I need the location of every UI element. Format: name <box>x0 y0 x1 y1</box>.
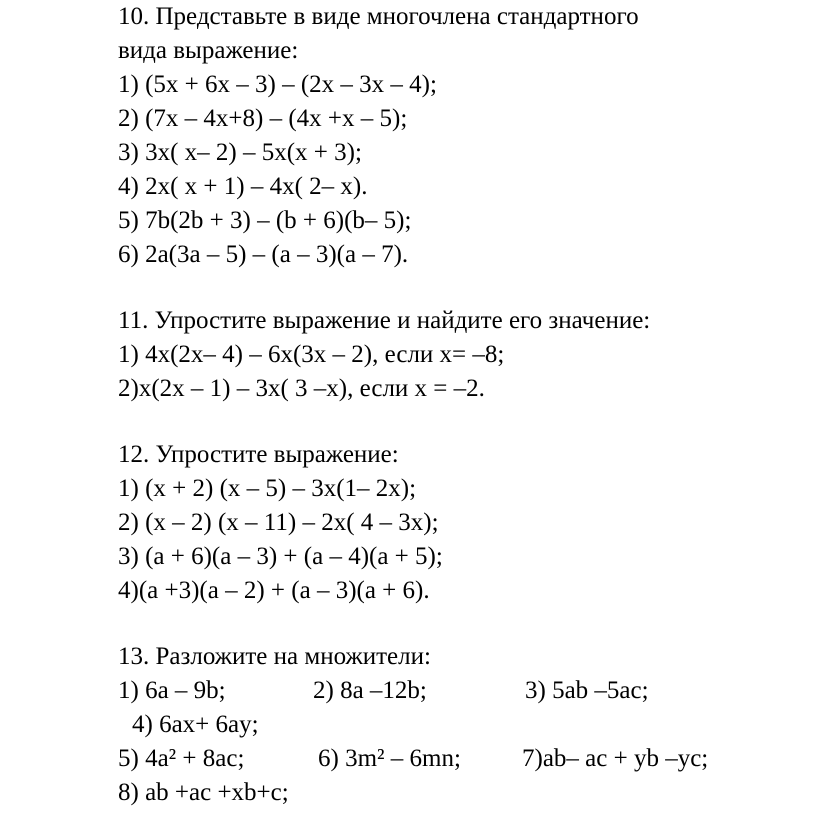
task-10-item-2: 2) (7x – 4x+8) – (4x +x – 5); <box>118 105 408 132</box>
task-11-item-1: 1) 4x(2x– 4) – 6x(3x – 2), если x= –8; <box>118 341 505 368</box>
worksheet <box>118 0 818 810</box>
task-13-title: 13. Разложите на множители: <box>118 643 431 670</box>
task-11-title: 11. Упростите выражение и найдите его значение: <box>118 307 651 334</box>
task-12-title: 12. Упростите выражение: <box>118 441 399 468</box>
task-13-item-7: 7)ab– ac + yb –yc; <box>522 745 709 772</box>
task-10-title: 10. Представьте в виде многочлена стандартного <box>118 3 639 30</box>
task-13-item-5: 5) 4a² + 8ac; <box>118 745 245 772</box>
task-10-item-4: 4) 2x( x + 1) – 4x( 2– x). <box>118 173 368 200</box>
task-10 <box>118 0 818 272</box>
task-13-item-2: 2) 8a –12b; <box>313 677 427 704</box>
task-13-item-3: 3) 5ab –5ac; <box>525 677 649 704</box>
spacer <box>118 608 818 640</box>
task-10-item-1: 1) (5x + 6x – 3) – (2x – 3x – 4); <box>118 71 437 98</box>
task-12-item-4: 4)(a +3)(a – 2) + (a – 3)(a + 6). <box>118 577 430 604</box>
task-13-row-3 <box>118 742 818 776</box>
task-13-item-6: 6) 3m² – 6mn; <box>318 745 461 772</box>
task-13-item-4: 4) 6ax+ 6ay; <box>132 711 259 738</box>
task-13-item-1: 1) 6a – 9b; <box>118 677 226 704</box>
task-12-item-2: 2) (x – 2) (x – 11) – 2x( 4 – 3x); <box>118 509 439 536</box>
task-10-item-3: 3) 3x( x– 2) – 5x(x + 3); <box>118 139 362 166</box>
task-11-item-2: 2)x(2x – 1) – 3x( 3 –x), если x = –2. <box>118 375 485 402</box>
task-12-item-1: 1) (x + 2) (x – 5) – 3x(1– 2x); <box>118 475 417 502</box>
spacer <box>118 406 818 438</box>
task-10-item-6: 6) 2a(3a – 5) – (a – 3)(a – 7). <box>118 241 409 268</box>
spacer <box>118 272 818 304</box>
task-12-item-3: 3) (a + 6)(a – 3) + (a – 4)(a + 5); <box>118 543 443 570</box>
task-13-row-1 <box>118 674 818 708</box>
task-10-item-5: 5) 7b(2b + 3) – (b + 6)(b– 5); <box>118 207 412 234</box>
task-12 <box>118 438 818 608</box>
task-11 <box>118 304 818 406</box>
task-10-title-cont: вида выражение: <box>118 37 299 64</box>
task-13 <box>118 640 818 810</box>
task-13-item-8: 8) ab +ac +xb+c; <box>118 779 289 806</box>
